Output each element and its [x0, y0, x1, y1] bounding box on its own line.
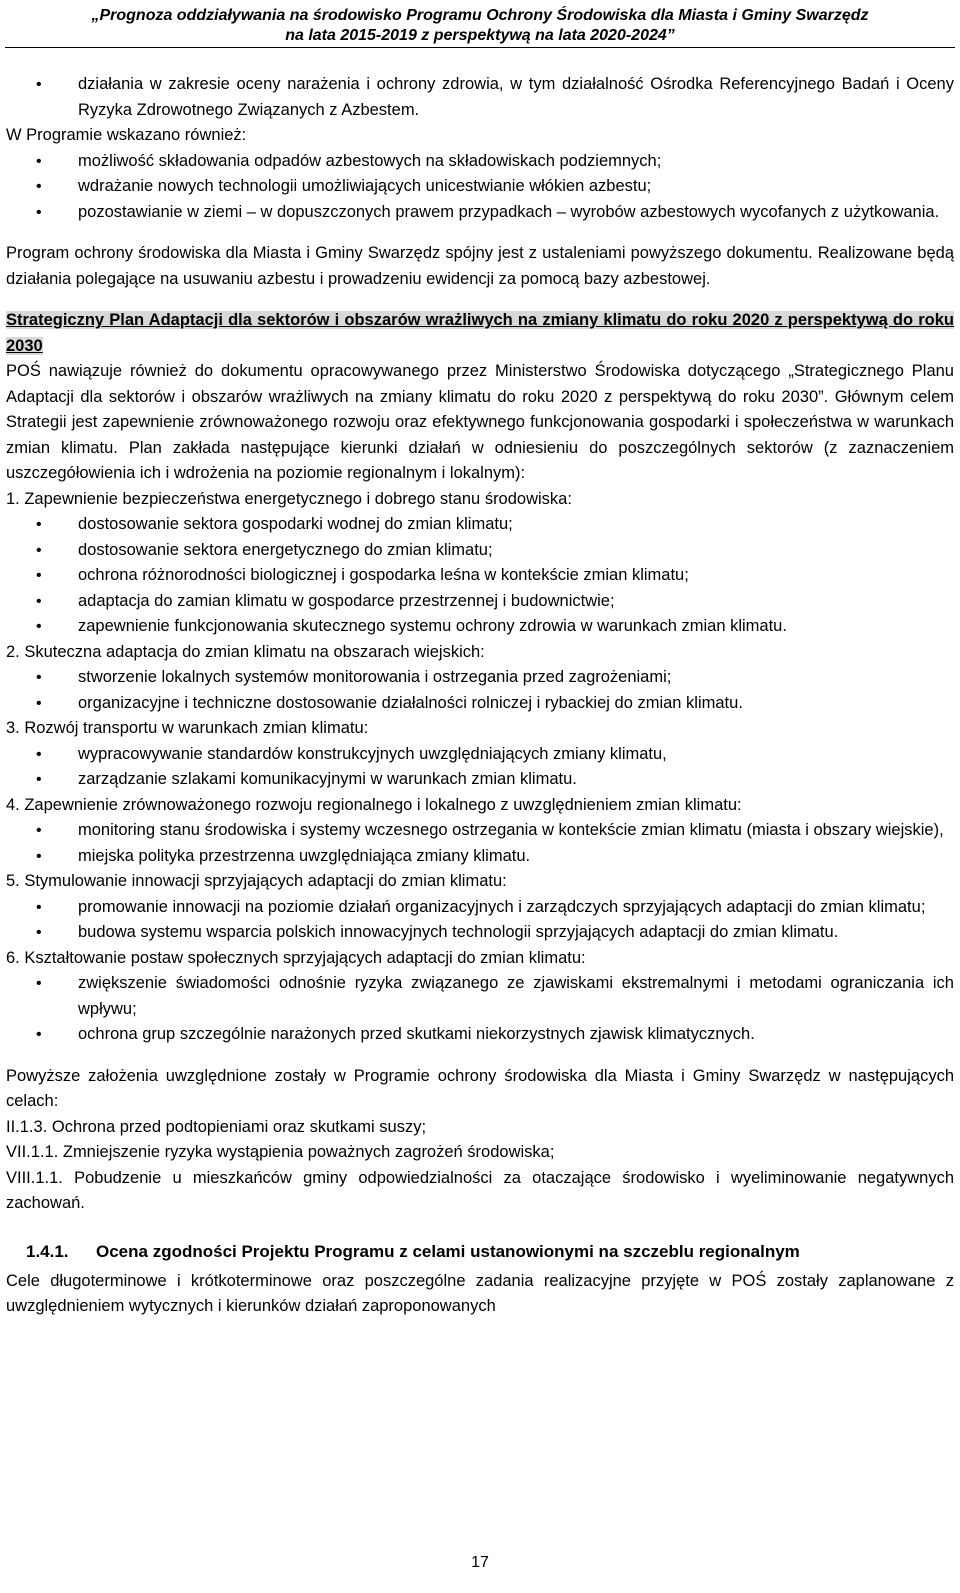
header-line-2: na lata 2015-2019 z perspektywą na lata 2020-2024”	[285, 27, 675, 44]
paragraph-strategy: POŚ nawiązuje również do dokumentu opracowywanego przez Ministerstwo Środowiska dotyczącego „Strategicznego Planu Adaptacji dla sektorów i obszarów wrażliwych na zmiany klimatu do roku 2020 z perspektywą do roku 2030”. Głównym celem Strategii jest zapewnienie zrównoważonego rozwoju oraz efektywnego funkcjonowania gospodarki i społeczeństwa w warunkach zmian klimatu. Plan zakłada następujące kierunki działań w odniesieniu do poszczególnych sektorów (z zaznaczeniem uszczegółowienia ich i wdrożenia na poziomie regionalnym i lokalnym):	[6, 362, 954, 482]
header-divider	[5, 47, 955, 48]
list-item: • dostosowanie sektora energetycznego do zmian klimatu;	[6, 538, 954, 564]
direction-list	[6, 818, 954, 869]
page-header	[0, 6, 960, 46]
direction-list	[6, 742, 954, 793]
list-item: • organizacyjne i techniczne dostosowanie działalności rolniczej i rybackiej do zmian klimatu.	[6, 691, 954, 717]
list-item: • ochrona różnorodności biologicznej i gospodarka leśna w kontekście zmian klimatu;	[6, 563, 954, 589]
direction-list	[6, 665, 954, 716]
goal-line: VIII.1.1. Pobudzenie u mieszkańców gminy odpowiedzialności za otaczające środowisko i wyeliminowanie negatywnych zachowań.	[6, 1168, 954, 1212]
page-body	[6, 72, 954, 1320]
section-number: 1.4.1.	[26, 1241, 69, 1261]
paragraph-regional-goals: Cele długoterminowe i krótkoterminowe oraz poszczególne zadania realizacyjne przyjęte w POŚ zostały zaplanowane z uwzględnieniem wytycznych i kierunków działań zaproponowanych	[6, 1271, 954, 1315]
direction-title: 2. Skuteczna adaptacja do zmian klimatu na obszarach wiejskich:	[6, 642, 485, 661]
strategy-heading-text: Strategiczny Plan Adaptacji dla sektorów i obszarów wrażliwych na zmiany klimatu do roku 2020 z perspektywą do roku 2030	[6, 311, 954, 355]
page-number: 17	[471, 1554, 489, 1571]
bullet-list-asbestos	[6, 149, 954, 226]
list-item: • możliwość składowania odpadów azbestowych na składowiskach podziemnych;	[6, 149, 954, 175]
direction-title: 5. Stymulowanie innowacji sprzyjających adaptacji do zmian klimatu:	[6, 872, 507, 890]
list-item: • adaptacja do zamian klimatu w gospodarce przestrzennej i budownictwie;	[6, 589, 954, 615]
direction-list	[6, 895, 954, 946]
paragraph-assumptions: Powyższe założenia uwzględnione zostały w Programie ochrony środowiska dla Miasta i Gminy Swarzędz w następujących celach:	[6, 1066, 954, 1110]
list-item: • monitoring stanu środowiska i systemy wczesnego ostrzegania w kontekście zmian klimatu (miasta i obszary wiejskie),	[6, 818, 954, 844]
list-item: • ochrona grup szczególnie narażonych przed skutkami niekorzystnych zjawisk klimatycznych.	[6, 1022, 954, 1048]
direction-title: 3. Rozwój transportu w warunkach zmian klimatu:	[6, 719, 369, 737]
paragraph-program-consistency: Program ochrony środowiska dla Miasta i Gminy Swarzędz spójny jest z ustaleniami powyższego dokumentu. Realizowane będą działania polegające na usuwaniu azbestu i prowadzeniu ewidencji za pomocą bazy azbestowej.	[6, 244, 954, 288]
list-item: • budowa systemu wsparcia polskich innowacyjnych technologii sprzyjających adaptacji do zmian klimatu.	[6, 920, 954, 946]
list-item: • wypracowywanie standardów konstrukcyjnych uwzględniających zmiany klimatu,	[6, 742, 954, 768]
bullet-list-top	[6, 72, 954, 123]
list-item: • działania w zakresie oceny narażenia i ochrony zdrowia, w tym działalność Ośrodka Referencyjnego Badań i Oceny Ryzyka Zdrowotnego Związanych z Azbestem.	[6, 72, 954, 123]
header-line-1: „Prognoza oddziaływania na środowisko Programu Ochrony Środowiska dla Miasta i Gminy Swarzędz	[91, 7, 869, 24]
list-item: • wdrażanie nowych technologii umożliwiających unicestwianie włókien azbestu;	[6, 174, 954, 200]
list-item: • promowanie innowacji na poziomie działań organizacyjnych i zarządczych sprzyjających adaptacji do zmian klimatu;	[6, 895, 954, 921]
direction-list	[6, 512, 954, 640]
direction-title: 1. Zapewnienie bezpieczeństwa energetycznego i dobrego stanu środowiska:	[6, 489, 572, 508]
section-heading	[6, 1239, 954, 1265]
section-title: Ocena zgodności Projektu Programu z celami ustanowionymi na szczeblu regionalnym	[96, 1241, 800, 1261]
intro-line: W Programie wskazano również:	[6, 126, 247, 144]
list-item: • zwiększenie świadomości odnośnie ryzyka związanego ze zjawiskami ekstremalnymi i metodami ograniczania ich wpływu;	[6, 971, 954, 1022]
list-item: • miejska polityka przestrzenna uwzględniająca zmiany klimatu.	[6, 844, 954, 870]
goal-line: VII.1.1. Zmniejszenie ryzyka wystąpienia poważnych zagrożeń środowiska;	[6, 1143, 555, 1161]
list-item: • zapewnienie funkcjonowania skutecznego systemu ochrony zdrowia w warunkach zmian klimatu.	[6, 614, 954, 640]
direction-list	[6, 971, 954, 1048]
list-item: • pozostawianie w ziemi – w dopuszczonych prawem przypadkach – wyrobów azbestowych wycofanych z użytkowania.	[6, 200, 954, 226]
direction-title: 6. Kształtowanie postaw społecznych sprzyjających adaptacji do zmian klimatu:	[6, 948, 586, 967]
strategy-heading	[6, 308, 954, 359]
list-item: • zarządzanie szlakami komunikacyjnymi w warunkach zmian klimatu.	[6, 767, 954, 793]
list-item: • dostosowanie sektora gospodarki wodnej do zmian klimatu;	[6, 512, 954, 538]
goal-line: II.1.3. Ochrona przed podtopieniami oraz skutkami suszy;	[6, 1117, 427, 1136]
direction-title: 4. Zapewnienie zrównoważonego rozwoju regionalnego i lokalnego z uwzględnieniem zmian klimatu:	[6, 795, 742, 814]
list-item: • stworzenie lokalnych systemów monitorowania i ostrzegania przed zagrożeniami;	[6, 665, 954, 691]
